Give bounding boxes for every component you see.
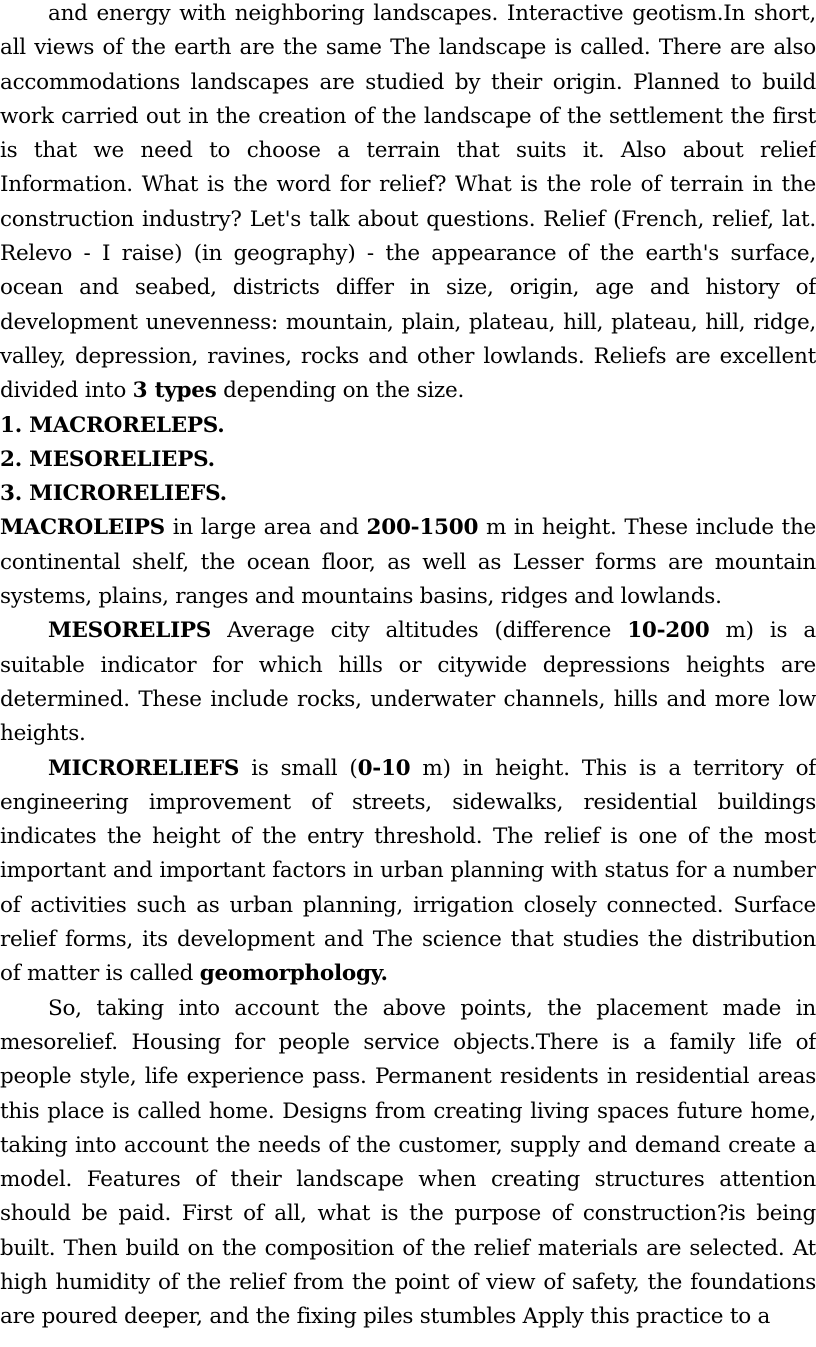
list-item-macrorelief: 1. MACRORELEPS. xyxy=(0,412,225,438)
term-micro: MICRORELIEFS xyxy=(48,755,240,781)
paragraph-microrelief: MICRORELIEFS is small (0-10 m) in height. This is a territory of engineering improvement of streets, sidewalks, residential buildings indicates the height of the entry threshold. The relief is one of the most important and important factors in urban planning with status for a number of activities such as urban planning, irrigation closely connected. Surface relief forms, its development and The science that studies the distribution of matter is called geomorphology. xyxy=(0,755,816,987)
emphasis-three-types: 3 types xyxy=(132,378,217,404)
paragraph-text-tail: depending on the size. xyxy=(216,378,465,404)
list-item-mesorelief: 2. MESORELIEPS. xyxy=(0,446,215,472)
paragraph-landscape-relief xyxy=(0,0,816,409)
paragraph-text: and energy with neighboring landscapes. Interactive geotism.In short, all views of the earth are the same The landscape is called. There are also accommodations landscapes are studied by their origin. Planned to build work carried out in the creation of the landscape of the settlement the first is that we need to choose a terrain that suits it. Also about relief Information. What is the word for relief? What is the role of terrain in the construction industry? Let's talk about questions. Relief (French, relief, lat. Relevo - I raise) (in geography) - the appearance of the earth's surface, ocean and seabed, districts differ in size, origin, age and history of development unevenness: mountain, plain, plateau, hill, plateau, hill, ridge, valley, depression, ravines, rocks and other lowlands. Reliefs are excellent divided into xyxy=(0,1,816,404)
term-meso: MESORELIPS xyxy=(48,618,212,644)
range-macro: 200-1500 xyxy=(366,515,479,541)
list-item-microrelief: 3. MICRORELIEFS. xyxy=(0,481,227,507)
paragraph-mesorelief: MESORELIPS Average city altitudes (difference 10-200 m) is a suitable indicator for which hills or citywide depressions heights are determined. These include rocks, underwater channels, hills and more low heights. xyxy=(0,618,816,747)
term-macro: MACROLEIPS xyxy=(0,515,165,541)
paragraph-closing: So, taking into account the above points, the placement made in mesorelief. Housing for people service objects.There is a family life of people style, life experience pass. Permanent residents in residential areas this place is called home. Designs from creating living spaces future home, taking into account the needs of the customer, supply and demand create a model. Features of their landscape when creating structures attention should be paid. First of all, what is the purpose of construction?is being built. Then build on the composition of the relief materials are selected. At high humidity of the relief from the point of view of safety, the foundations are poured deeper, and the fixing piles stumbles Apply this practice to a xyxy=(0,995,816,1330)
range-meso: 10-200 xyxy=(627,618,710,644)
term-geomorphology: geomorphology. xyxy=(199,961,388,987)
paragraph-macrorelief: MACROLEIPS in large area and 200-1500 m in height. These include the continental shelf, the ocean floor, as well as Lesser forms are mountain systems, plains, ranges and mountains basins, ridges and lowlands. xyxy=(0,515,816,610)
range-micro: 0-10 xyxy=(357,755,411,781)
